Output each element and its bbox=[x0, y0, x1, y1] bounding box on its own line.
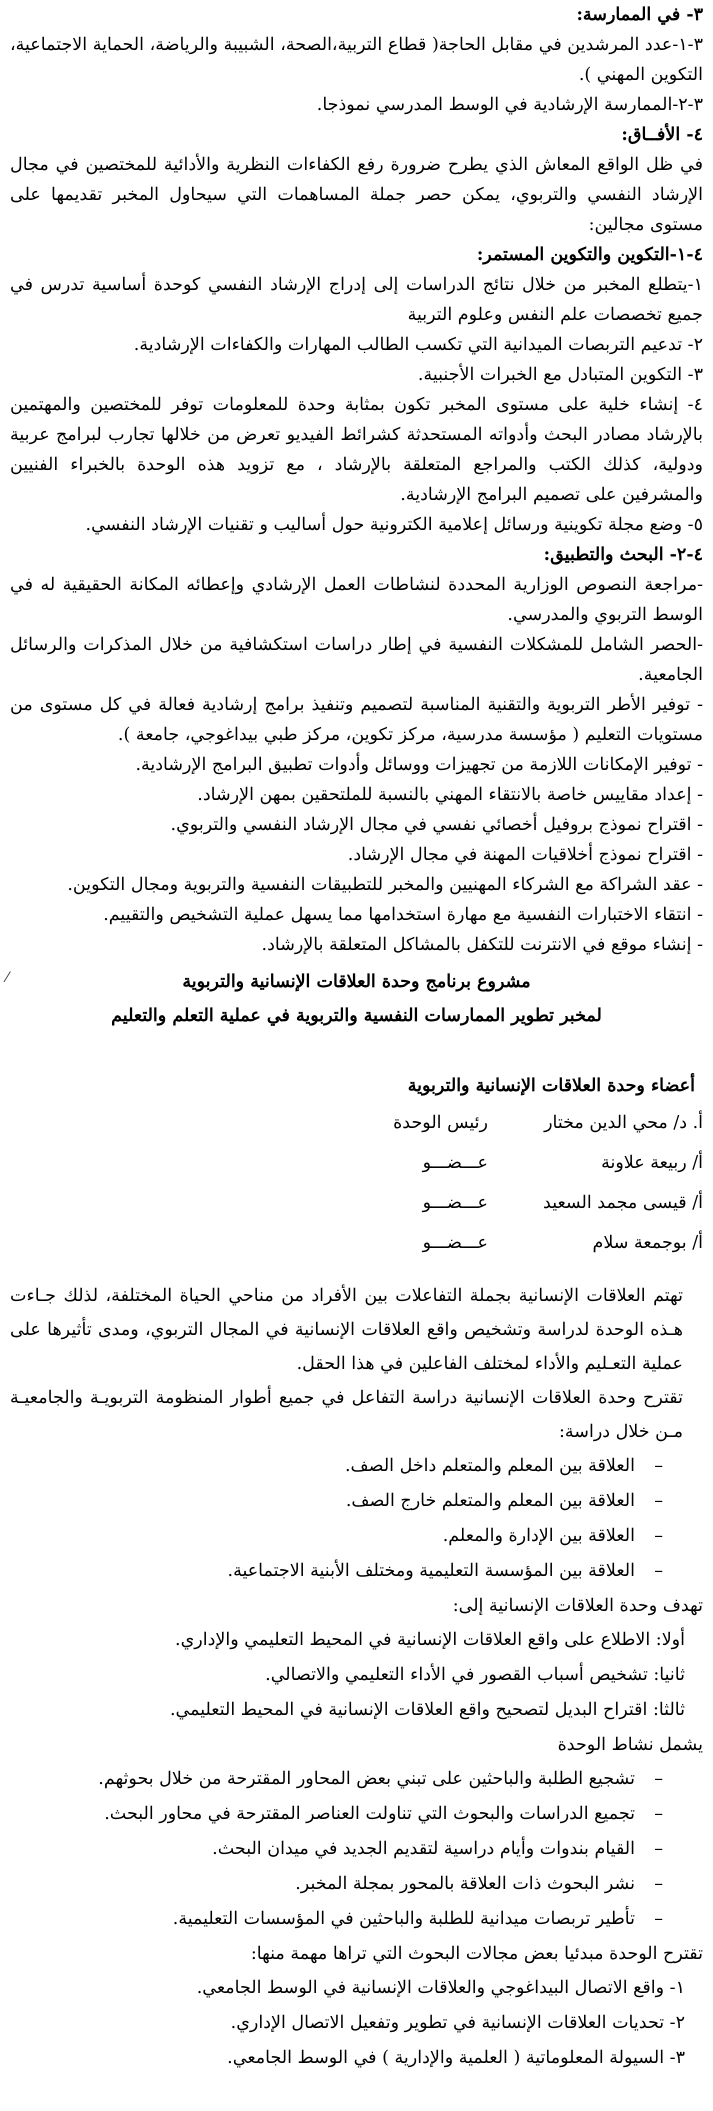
members-heading: أعضاء وحدة العلاقات الإنسانية والتربوية bbox=[407, 1076, 695, 1096]
section-heading: ٣- في الممارسة: bbox=[576, 5, 703, 25]
member-row bbox=[10, 1103, 703, 1143]
member-role: عـــضـــو bbox=[422, 1233, 488, 1253]
text-line: - إعداد مقاييس خاصة بالانتقاء المهني بالنسبة للملتحقين بمهن الإرشاد. bbox=[197, 785, 703, 805]
research-item: ١- واقع الاتصال البيداغوجي والعلاقات الإنسانية في الوسط الجامعي. bbox=[196, 1978, 685, 1998]
text-line: -الحصر الشامل للمشكلات النفسية في إطار دراسات استكشافية من خلال المذكرات والرسائل الجامعية. bbox=[10, 635, 703, 685]
member-role: عـــضـــو bbox=[422, 1153, 488, 1173]
section-heading: ٤- الأفــاق: bbox=[621, 125, 703, 145]
study-item-text: العلاقة بين المعلم والمتعلم داخل الصف. bbox=[344, 1456, 635, 1476]
activity-item bbox=[10, 1832, 703, 1867]
dash-bullet: – bbox=[654, 1874, 663, 1894]
goals-list bbox=[10, 1623, 703, 1728]
text-line: - اقتراح نموذج بروفيل أخصائي نفسي في مجال الإرشاد النفسي والتربوي. bbox=[170, 815, 703, 835]
activity-item-text: تجميع الدراسات والبحوث التي تناولت العناصر المقترحة في محاور البحث. bbox=[104, 1804, 635, 1824]
text-line: ٣- التكوين المتبادل مع الخبرات الأجنبية. bbox=[417, 365, 703, 385]
text-line: ٢- تدعيم التربصات الميدانية التي تكسب الطالب المهارات والكفاءات الإرشادية. bbox=[133, 335, 703, 355]
member-role: رئيس الوحدة bbox=[393, 1113, 488, 1133]
text-line: -مراجعة النصوص الوزارية المحددة لنشاطات العمل الإرشادي وإعطائه المكانة الحقيقية له في الوسط التربوي والمدرسي. bbox=[10, 575, 703, 625]
project-subtitle: لمخبر تطوير الممارسات النفسية والتربوية في عملية التعلم والتعليم bbox=[111, 1006, 602, 1026]
goal-item: ثالثا: اقتراح البديل لتصحيح واقع العلاقات الإنسانية في المحيط التعليمي. bbox=[169, 1700, 685, 1720]
member-row bbox=[10, 1223, 703, 1263]
members-list bbox=[10, 1103, 703, 1263]
research-item: ٣- السيولة المعلوماتية ( العلمية والإدارية ) في الوسط الجامعي. bbox=[227, 2048, 685, 2068]
activity-item bbox=[10, 1867, 703, 1902]
section-project bbox=[10, 965, 703, 2076]
text-line: - انتقاء الاختبارات النفسية مع مهارة استخدامها مما يسهل عملية التشخيص والتقييم. bbox=[103, 905, 703, 925]
text-line: - توفير الإمكانات اللازمة من تجهيزات ووسائل وأدوات تطبيق البرامج الإرشادية. bbox=[135, 755, 703, 775]
study-items-list bbox=[10, 1449, 703, 1589]
activities-list bbox=[10, 1762, 703, 1937]
study-item bbox=[10, 1484, 703, 1519]
text-line: - توفير الأطر التربوية والتقنية المناسبة لتصميم وتنفيذ برامج إرشادية فعالة في كل مستوى من مستويات التعليم ( مؤسسة مدرسية، مركز تكوين، مركز طبي بيداغوجي، جامعة ). bbox=[10, 695, 703, 745]
scan-mark: ⁄ bbox=[6, 970, 9, 986]
section-heading: ٤-١-التكوين والتكوين المستمر: bbox=[476, 245, 703, 265]
text-line: ٣-٢-الممارسة الإرشادية في الوسط المدرسي نموذجا. bbox=[316, 95, 703, 115]
study-item bbox=[10, 1554, 703, 1589]
research-item: ٢- تحديات العلاقات الإنسانية في تطوير وتفعيل الاتصال الإداري. bbox=[230, 2013, 685, 2033]
dash-bullet: – bbox=[654, 1769, 663, 1789]
text-line: ٥- وضع مجلة تكوينية ورسائل إعلامية الكترونية حول أساليب و تقنيات الإرشاد النفسي. bbox=[85, 515, 703, 535]
research-list bbox=[10, 1971, 703, 2076]
member-name: أ. د/ محي الدين مختار bbox=[544, 1113, 703, 1133]
text-line: في ظل الواقع المعاش الذي يطرح ضرورة رفع الكفاءات النظرية والأدائية للمختصين في مجال الإرشاد النفسي والتربوي، يمكن حصر جملة المساهمات التي سيحاول المخبر تقديمها على مستوى مجالين: bbox=[10, 155, 703, 235]
proposal-paragraph: تقترح وحدة العلاقات الإنسانية دراسة التفاعل في جميع أطوار المنظومة التربويـة والجامعيـة مـن خلال دراسة: bbox=[10, 1388, 683, 1442]
text-line: ١-يتطلع المخبر من خلال نتائج الدراسات إلى إدراج الإرشاد النفسي كوحدة أساسية تدرس في جميع تخصصات علم النفس وعلوم التربية bbox=[10, 275, 703, 325]
dash-bullet: – bbox=[654, 1491, 663, 1511]
activity-item-text: نشر البحوث ذات العلاقة بالمحور بمجلة المخبر. bbox=[295, 1874, 635, 1894]
dash-bullet: – bbox=[654, 1839, 663, 1859]
project-title: مشروع برنامج وحدة العلاقات الإنسانية والتربوية bbox=[182, 972, 531, 992]
goal-item: ثانيا: تشخيص أسباب القصور في الأداء التعليمي والاتصالي. bbox=[265, 1665, 685, 1685]
dash-bullet: – bbox=[654, 1804, 663, 1824]
member-name: أ/ ربيعة علاونة bbox=[601, 1153, 703, 1173]
study-item-text: العلاقة بين المعلم والمتعلم خارج الصف. bbox=[345, 1491, 635, 1511]
dash-bullet: – bbox=[654, 1526, 663, 1546]
member-name: أ/ بوجمعة سلام bbox=[592, 1233, 703, 1253]
study-item-text: العلاقة بين الإدارة والمعلم. bbox=[442, 1526, 635, 1546]
goal-item: أولا: الاطلاع على واقع العلاقات الإنسانية في المحيط التعليمي والإداري. bbox=[175, 1630, 685, 1650]
section-practice-prospects bbox=[10, 0, 703, 965]
study-item bbox=[10, 1519, 703, 1554]
member-row bbox=[10, 1183, 703, 1223]
text-line: - إنشاء موقع في الانترنت للتكفل بالمشاكل المتعلقة بالإرشاد. bbox=[261, 935, 703, 955]
activity-item bbox=[10, 1762, 703, 1797]
activity-heading: يشمل نشاط الوحدة bbox=[557, 1735, 703, 1755]
member-name: أ/ قيسى مجمد السعيد bbox=[543, 1193, 703, 1213]
study-item bbox=[10, 1449, 703, 1484]
text-line: - عقد الشراكة مع الشركاء المهنيين والمخبر للتطبيقات النفسية والتربوية ومجال التكوين. bbox=[67, 875, 703, 895]
activity-item bbox=[10, 1797, 703, 1832]
section-heading: ٤-٢- البحث والتطبيق: bbox=[543, 545, 703, 565]
study-item-text: العلاقة بين المؤسسة التعليمية ومختلف الأبنية الاجتماعية. bbox=[227, 1561, 635, 1581]
text-line: ٤- إنشاء خلية على مستوى المخبر تكون بمثابة وحدة للمعلومات توفر للمختصين والمهتمين بالإرشاد مصادر البحث وأدواته المستحدثة كشرائط الفيديو تعرض من خلالها تجارب لبرامج عربية ودولية، كذلك الكتب والمراجع المتعلقة بالإرشاد ، مع تزويد هذه الوحدة بالخبراء الفنيين والمشرفين على تصميم البرامج الإرشادية. bbox=[10, 395, 703, 505]
text-line: ٣-١-عدد المرشدين في مقابل الحاجة( قطاع التربية،الصحة، الشبيبة والرياضة، الحماية الاجتماعية، التكوين المهني ). bbox=[10, 35, 703, 85]
activity-item bbox=[10, 1902, 703, 1937]
member-role: عـــضـــو bbox=[422, 1193, 488, 1213]
activity-item-text: تشجيع الطلبة والباحثين على تبني بعض المحاور المقترحة من خلال بحوثهم. bbox=[98, 1769, 635, 1789]
activity-item-text: القيام بندوات وأيام دراسية لتقديم الجديد في ميدان البحث. bbox=[212, 1839, 635, 1859]
text-line: - اقتراح نموذج أخلاقيات المهنة في مجال الإرشاد. bbox=[347, 845, 703, 865]
member-row bbox=[10, 1143, 703, 1183]
goals-heading: تهدف وحدة العلاقات الإنسانية إلى: bbox=[452, 1596, 703, 1616]
research-heading: تقترح الوحدة مبدئيا بعض مجالات البحوث التي تراها مهمة منها: bbox=[250, 1944, 703, 1964]
intro-paragraph: تهتم العلاقات الإنسانية بجملة التفاعلات بين الأفراد من مناحي الحياة المختلفة، لذلك جـاءت هـذه الوحدة لدراسة وتشخيص واقع العلاقات الإنسانية في المجال التربوي، ومدى تأثيرها على عملية التعـليم والأداء لمختلف الفاعلين في هذا الحقل. bbox=[10, 1286, 683, 1374]
dash-bullet: – bbox=[654, 1456, 663, 1476]
dash-bullet: – bbox=[654, 1909, 663, 1929]
dash-bullet: – bbox=[654, 1561, 663, 1581]
activity-item-text: تأطير تربصات ميدانية للطلبة والباحثين في المؤسسات التعليمية. bbox=[172, 1909, 635, 1929]
